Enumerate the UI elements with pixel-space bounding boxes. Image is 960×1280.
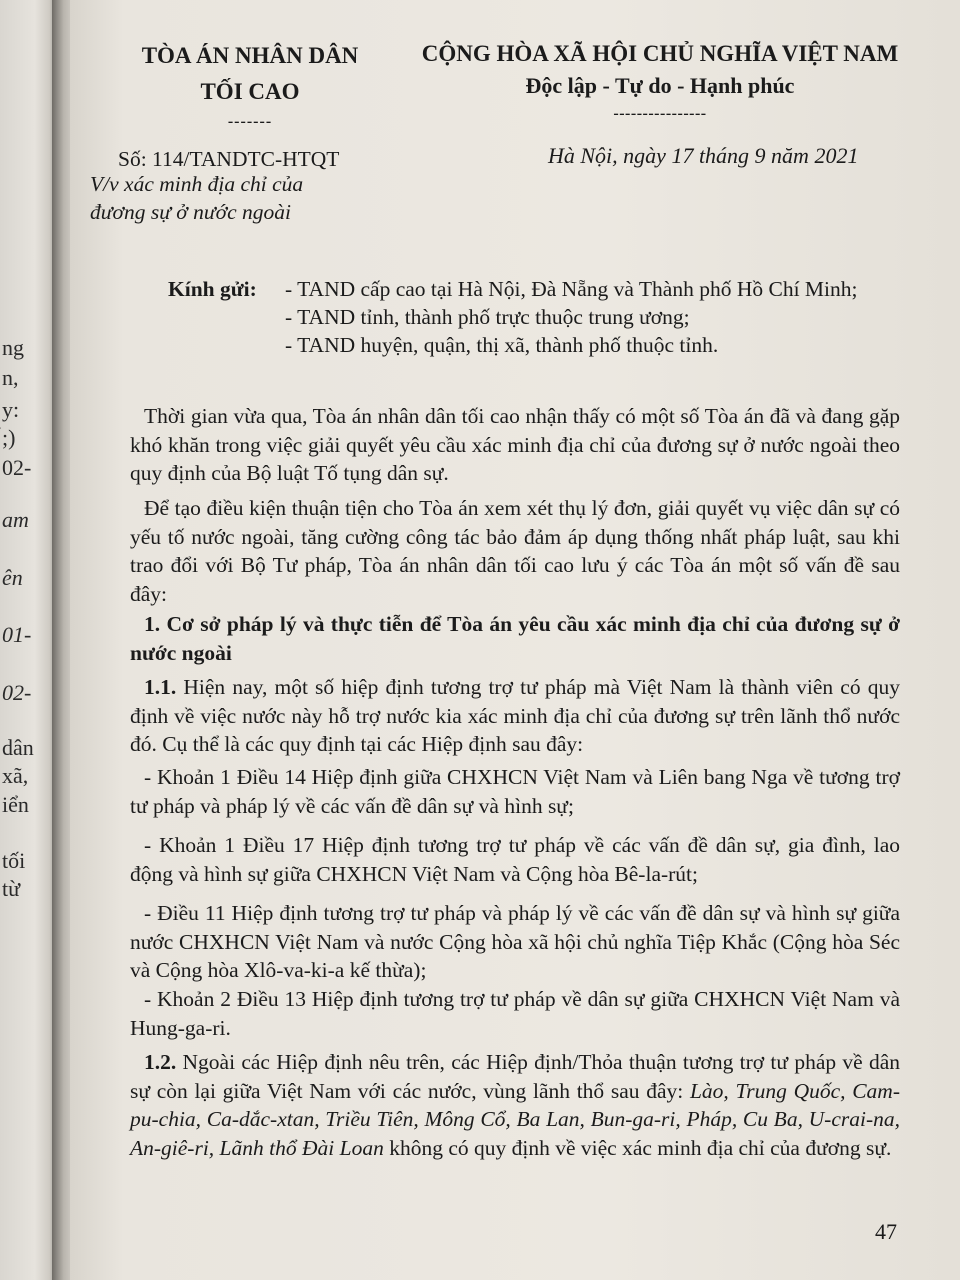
treaty-bullet-2: - Khoản 1 Điều 17 Hiệp định tương trợ tư pháp về các vấn đề dân sự, gia đình, lao động và hình sự giữa CHXHCN Việt Nam và Cộng hòa Bê-la-rút; <box>130 833 900 886</box>
place-and-date: Hà Nội, ngày 17 tháng 9 năm 2021 <box>548 143 859 168</box>
facing-text-fragment: xã, <box>2 763 29 788</box>
recipient-item: - TAND cấp cao tại Hà Nội, Đà Nẵng và Thành phố Hồ Chí Minh; <box>285 277 858 301</box>
treaty-bullet-4: - Khoản 2 Điều 13 Hiệp định tương trợ tư pháp về dân sự giữa CHXHCN Việt Nam và Hung-ga-ri. <box>130 987 900 1040</box>
facing-text-fragment: dân <box>2 735 34 760</box>
recipients-label: Kính gửi: <box>168 277 257 301</box>
facing-text-fragment: y: <box>2 397 20 422</box>
treaty-bullet-3: - Điều 11 Hiệp định tương trợ tư pháp và pháp lý về các vấn đề dân sự và hình sự giữa nước CHXHCN Việt Nam và nước Cộng hòa xã hội chủ nghĩa Tiệp Khắc (Cộng hòa Séc và Cộng hòa Xlô-va-ki-a kế thừa); <box>130 901 900 982</box>
clause-number: 1.1. <box>144 675 177 699</box>
section-heading-1: 1. Cơ sở pháp lý và thực tiễn để Tòa án yêu cầu xác minh địa chỉ của đương sự ở nước ngoài <box>130 612 900 665</box>
issuing-org-line2: TỐI CAO <box>200 79 300 104</box>
facing-text-fragment: ̀;) <box>2 425 16 450</box>
national-title: CỘNG HÒA XÃ HỘI CHỦ NGHĨA VIỆT NAM <box>421 41 899 66</box>
country-list: Lào, Trung Quốc, Cam-pu-chia, Ca-dắc-xtan, Triều Tiên, Mông Cổ, Ba Lan, Bun-ga-ri, Pháp, Cu Ba, U-crai-na, An-giê-ri, Lãnh thổ Đài Loan <box>130 1078 900 1160</box>
page-number: 47 <box>875 1219 897 1244</box>
facing-text-fragment: ên <box>2 565 23 590</box>
facing-text-fragment: tối <box>2 848 26 873</box>
document-page <box>70 0 960 1280</box>
facing-page-strip <box>0 0 58 1280</box>
facing-text-fragment: 01- <box>2 622 32 647</box>
facing-text-fragment: am <box>2 507 29 532</box>
facing-text-fragment: từ <box>2 876 21 901</box>
issuing-org-line1: TÒA ÁN NHÂN DÂN <box>141 43 359 68</box>
paragraph-1-1 <box>130 673 900 759</box>
clause-text: Ngoài các Hiệp định nêu trên, các Hiệp định/Thỏa thuận tương trợ tư pháp về dân sự còn lại giữa Việt Nam với các nước, vùng lãnh thổ sau đây: <box>130 1050 900 1103</box>
facing-text-fragment: 02- <box>2 455 32 480</box>
recipient-item: - TAND huyện, quận, thị xã, thành phố thuộc tỉnh. <box>285 333 719 357</box>
paragraph-1: Thời gian vừa qua, Tòa án nhân dân tối cao nhận thấy có một số Tòa án đã và đang gặp khó khăn trong việc giải quyết yêu cầu xác minh địa chỉ của đương sự ở nước ngoài theo quy định của Bộ luật Tố tụng dân sự. <box>130 404 900 485</box>
facing-text-fragment: 02- <box>2 680 32 705</box>
facing-text-fragment: iển <box>2 792 29 817</box>
paragraph-1-2 <box>130 1048 900 1162</box>
recipient-item: - TAND tỉnh, thành phố trực thuộc trung ương; <box>285 305 690 329</box>
treaty-bullet-1: - Khoản 1 Điều 14 Hiệp định giữa CHXHCN Việt Nam và Liên bang Nga về tương trợ tư pháp và pháp lý về các vấn đề dân sự và hình sự; <box>130 765 900 818</box>
issuing-org-rule: ------- <box>227 113 273 130</box>
national-motto: Độc lập - Tự do - Hạnh phúc <box>525 73 795 98</box>
document-number: Số: 114/TANDTC-HTQT <box>118 147 340 171</box>
paragraph-2: Để tạo điều kiện thuận tiện cho Tòa án xem xét thụ lý đơn, giải quyết vụ việc dân sự có yếu tố nước ngoài, tăng cường công tác bảo đảm áp dụng thống nhất pháp luật, sau khi trao đổi với Bộ Tư pháp, Tòa án nhân dân tối cao lưu ý các Tòa án một số vấn đề sau đây: <box>130 496 900 606</box>
clause-text: không có quy định về việc xác minh địa chỉ của đương sự. <box>383 1135 892 1160</box>
clause-text: Hiện nay, một số hiệp định tương trợ tư pháp mà Việt Nam là thành viên có quy định về việc nước này hỗ trợ nước kia xác minh địa chỉ của đương sự trên lãnh thổ nước đó. Cụ thể là các quy định tại các Hiệp định sau đây: <box>130 675 900 756</box>
subject-line2: đương sự ở nước ngoài <box>90 200 291 224</box>
subject-line1: V/v xác minh địa chỉ của <box>90 172 304 196</box>
clause-number: 1.2. <box>144 1050 177 1074</box>
facing-text-fragment: ng <box>2 335 24 360</box>
facing-text-fragment: n, <box>2 365 19 390</box>
motto-rule: ---------------- <box>613 105 707 122</box>
